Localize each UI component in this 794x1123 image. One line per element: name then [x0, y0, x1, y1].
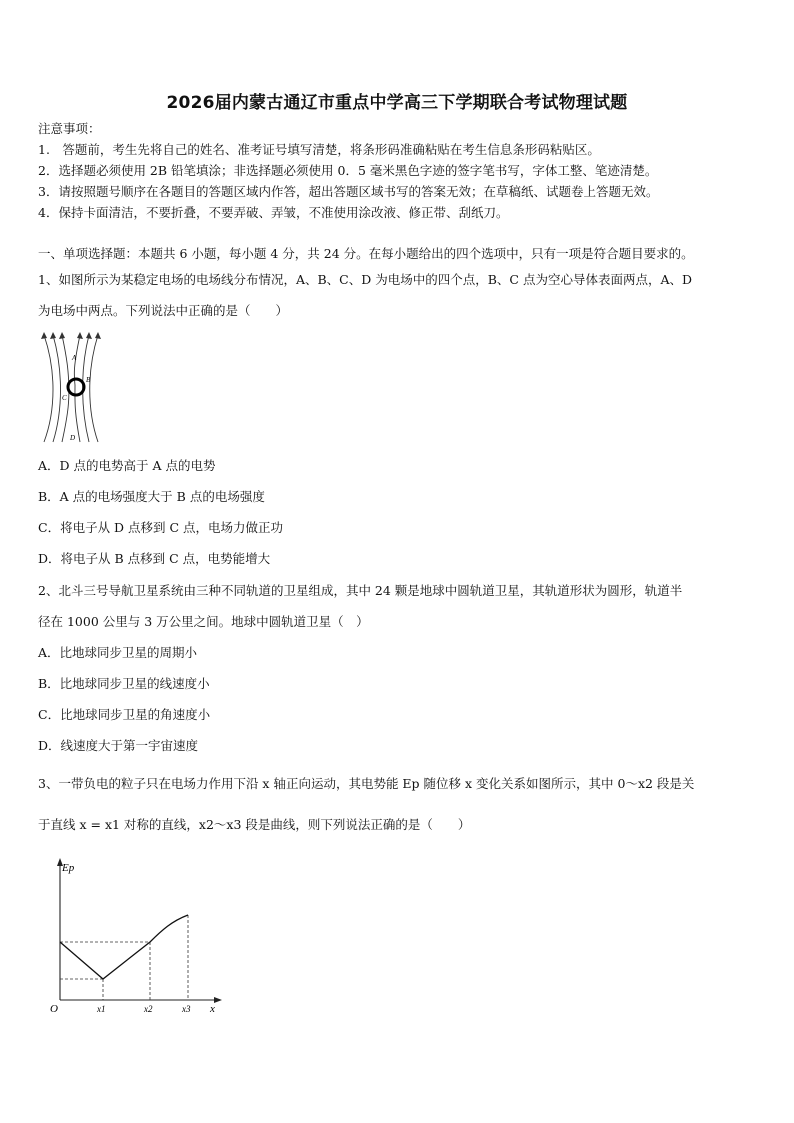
q1-option-b: B．A 点的电场强度大于 B 点的电场强度 [38, 489, 265, 504]
q2-option-b: B．比地球同步卫星的线速度小 [38, 676, 210, 691]
q1-stem-line-2: 为电场中两点。下列说法中正确的是（ ） [38, 303, 289, 318]
notice-item-2: 2．选择题必须使用 2B 铅笔填涂；非选择题必须使用 0．5 毫米黑色字迹的签字笔书写，字体工整、笔迹清楚。 [38, 163, 658, 178]
x3-label: x3 [182, 1004, 191, 1014]
notice-item-1: 1. 答题前，考生先将自己的姓名、准考证号填写清楚，将条形码准确粘贴在考生信息条形码粘贴区。 [38, 142, 600, 157]
page-title: 2026届内蒙古通辽市重点中学高三下学期联合考试物理试题 [166, 93, 628, 113]
q1-field-line-figure [36, 330, 106, 445]
q2-option-c: C．比地球同步卫星的角速度小 [38, 707, 211, 722]
q3-stem-line-1: 3、一带负电的粒子只在电场力作用下沿 x 轴正向运动，其电势能 Ep 随位移 x 变化关系如图所示，其中 0～x2 段是关 [38, 776, 695, 791]
q3-stem-line-2: 于直线 x = x1 对称的直线，x2～x3 段是曲线，则下列说法正确的是（ ） [38, 817, 471, 832]
field-lines-svg [36, 330, 106, 445]
section-1-heading: 一、单项选择题：本题共 6 小题，每小题 4 分，共 24 分。在每小题给出的四个选项中，只有一项是符合题目要求的。 [38, 246, 694, 261]
x1-label: x1 [97, 1004, 106, 1014]
x2-label: x2 [144, 1004, 153, 1014]
q1-option-d: D．将电子从 B 点移到 C 点，电势能增大 [38, 551, 271, 566]
q3-ep-graph [42, 855, 227, 1020]
notice-item-4: 4．保持卡面清洁，不要折叠，不要弄破、弄皱，不准使用涂改液、修正带、刮纸刀。 [38, 205, 509, 220]
origin-label: O [50, 1003, 58, 1015]
notice-heading: 注意事项： [38, 121, 101, 136]
q2-stem-line-1: 2、北斗三号导航卫星系统由三种不同轨道的卫星组成，其中 24 颗是地球中圆轨道卫星，其轨道形状为圆形，轨道半 [38, 583, 683, 598]
notice-item-3: 3．请按照题号顺序在各题目的答题区域内作答，超出答题区域书写的答案无效；在草稿纸、试题卷上答题无效。 [38, 184, 659, 199]
q2-option-a: A．比地球同步卫星的周期小 [38, 645, 198, 660]
q1-option-c: C．将电子从 D 点移到 C 点，电场力做正功 [38, 520, 284, 535]
point-c-label: C [62, 394, 67, 402]
point-b-label: B [86, 376, 91, 384]
point-a-label: A [72, 354, 77, 362]
ep-graph-svg [42, 855, 227, 1020]
q2-option-d: D．线速度大于第一宇宙速度 [38, 738, 199, 753]
point-d-label: D [70, 434, 76, 442]
q2-stem-line-2: 径在 1000 公里与 3 万公里之间。地球中圆轨道卫星（ ） [38, 614, 369, 629]
q1-option-a: A．D 点的电势高于 A 点的电势 [38, 458, 216, 473]
q1-stem-line-1: 1、如图所示为某稳定电场的电场线分布情况，A、B、C、D 为电场中的四个点，B、C 点为空心导体表面两点，A、D [38, 272, 692, 287]
y-axis-label: Ep [62, 862, 75, 874]
x-axis-label: x [210, 1003, 215, 1015]
